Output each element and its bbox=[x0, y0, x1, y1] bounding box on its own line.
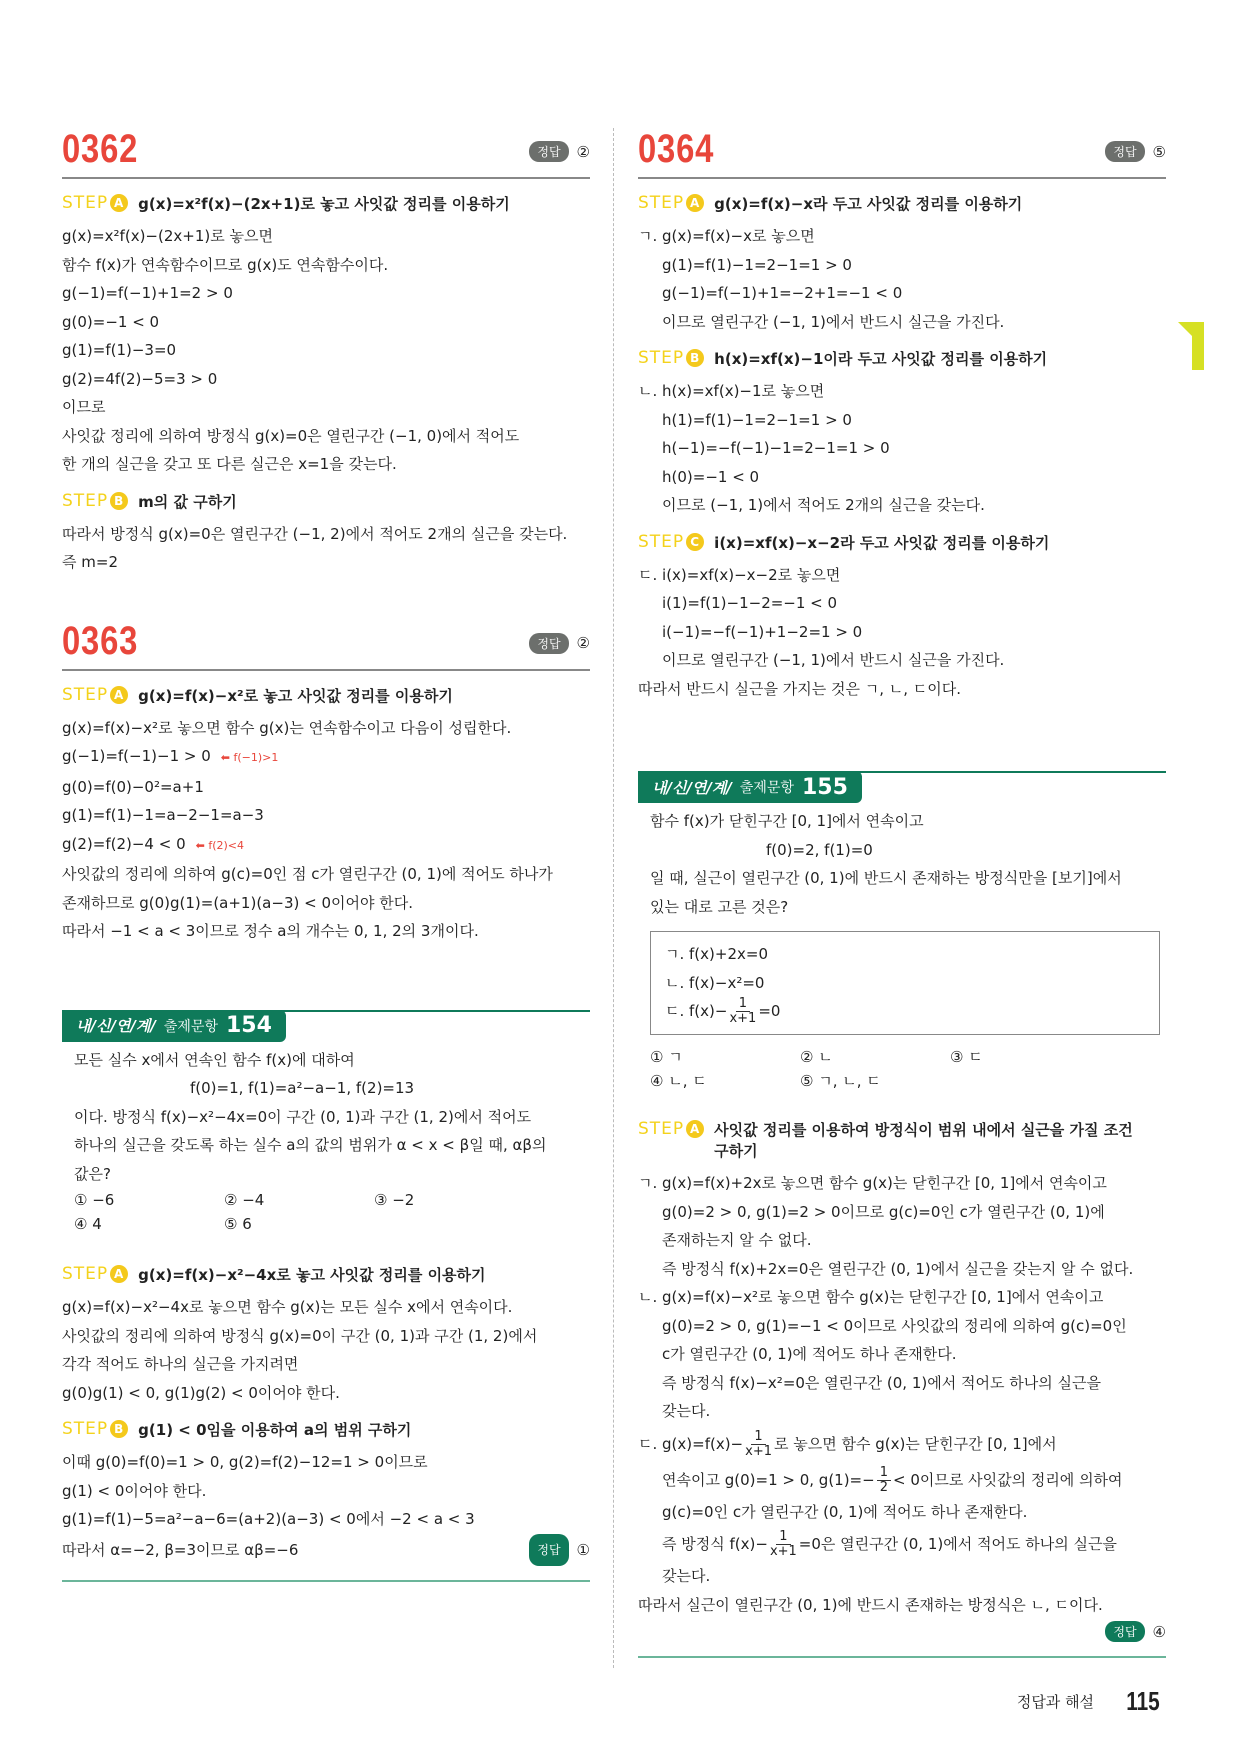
example-item: ㄴ. f(x)−x²=0 bbox=[665, 973, 765, 992]
step-letter-icon: B bbox=[110, 492, 128, 510]
step-b-heading bbox=[638, 348, 1166, 369]
solution-line: ㄷ. g(x)=f(x)− $\frac{1}{x+1}$ 로 놓으면 함수 g(x)는 닫힌구간 [0, 1]에서 bbox=[638, 1428, 1057, 1459]
solution-line: 따라서 −1 < a < 3이므로 정수 a의 개수는 0, 1, 2의 3개이다. bbox=[62, 922, 479, 940]
answer-badge: 정답 bbox=[529, 141, 568, 162]
step-label: STEP A bbox=[62, 685, 128, 705]
fraction: $\frac{1}{2}$ bbox=[877, 1466, 891, 1495]
solution-line: h(0)=−1 < 0 bbox=[662, 467, 760, 486]
step-a-heading bbox=[638, 1119, 1166, 1161]
solution-line: ㄴ. h(x)=xf(x)−1로 놓으면 bbox=[638, 382, 825, 400]
solution-line: 즉 방정식 f(x)+2x=0은 열린구간 (0, 1)에서 실근을 갖는지 알 수 없다. bbox=[662, 1259, 1134, 1278]
solution-line: 연속이고 g(0)=1 > 0, g(1)=− $\frac{1}{2}$ < 0이므로 사잇값의 정리에 의하여 bbox=[662, 1464, 1123, 1495]
step-letter-icon: B bbox=[110, 1420, 128, 1438]
exam-problem-number: 154 bbox=[225, 1013, 272, 1038]
answer-value: ① bbox=[576, 1540, 590, 1559]
solution-line: 이때 g(0)=f(0)=1 > 0, g(2)=f(2)−12=1 > 0이므로 bbox=[62, 1453, 428, 1471]
step-title: 사잇값 정리를 이용하여 방정식이 범위 내에서 실근을 가질 조건 구하기 bbox=[714, 1121, 1133, 1160]
step-letter-icon: A bbox=[110, 194, 128, 212]
problem-header bbox=[62, 125, 590, 179]
section-end-rule bbox=[638, 1656, 1166, 1658]
solution-line: 즉 방정식 f(x)−x²=0은 열린구간 (0, 1)에서 적어도 하나의 실근을 bbox=[662, 1373, 1101, 1392]
solution-line: 즉 m=2 bbox=[62, 553, 118, 571]
solution-line: 사잇값 정리에 의하여 방정식 g(x)=0은 열린구간 (−1, 0)에서 적어도 bbox=[62, 426, 520, 445]
answer-value: ④ bbox=[1152, 1622, 1166, 1641]
solution-line: ㄱ. g(x)=f(x)+2x로 놓으면 함수 g(x)는 닫힌구간 [0, 1]에서 연속이고 bbox=[638, 1174, 1107, 1192]
step-title: g(1) < 0임을 이용하여 a의 범위 구하기 bbox=[138, 1421, 412, 1439]
question-line: 모든 실수 x에서 연속인 함수 f(x)에 대하여 bbox=[74, 1050, 355, 1069]
solution-line: 존재하므로 g(0)g(1)=(a+1)(a−3) < 0이어야 한다. bbox=[62, 893, 413, 912]
example-item: ㄱ. f(x)+2x=0 bbox=[665, 945, 768, 963]
question-line: f(0)=1, f(1)=a²−a−1, f(2)=13 bbox=[190, 1079, 415, 1097]
choice: ⑤ ㄱ, ㄴ, ㄷ bbox=[800, 1072, 881, 1090]
step-label: STEP A bbox=[62, 1264, 128, 1284]
problem-number: 0362 bbox=[62, 127, 139, 171]
step-title: g(x)=f(x)−x²−4x로 놓고 사잇값 정리를 이용하기 bbox=[138, 1266, 486, 1284]
solution-line: 사잇값의 정리에 의하여 g(c)=0인 점 c가 열린구간 (0, 1)에 적어도 하나가 bbox=[62, 865, 553, 883]
step-b-heading bbox=[62, 1419, 590, 1440]
step-label: STEP B bbox=[62, 1419, 128, 1439]
step-label: STEP A bbox=[638, 1119, 704, 1139]
exam-problem-number: 155 bbox=[801, 774, 848, 800]
solution-line: ㄱ. g(x)=f(x)−x로 놓으면 bbox=[638, 227, 815, 245]
solution-line: g(2)=4f(2)−5=3 > 0 bbox=[62, 369, 218, 388]
solution-line: c가 열린구간 (0, 1)에 적어도 하나 존재한다. bbox=[662, 1345, 957, 1363]
right-column bbox=[638, 125, 1166, 1658]
answer-choices bbox=[62, 1188, 590, 1236]
solution-line: g(x)=x²f(x)−(2x+1)로 놓으면 bbox=[62, 227, 273, 245]
problem-number: 0364 bbox=[638, 127, 715, 171]
solution-line: g(0)=2 > 0, g(1)=−1 < 0이므로 사잇값의 정리에 의하여 g(c)=0인 bbox=[662, 1316, 1127, 1335]
step-letter-icon: A bbox=[686, 194, 704, 212]
conclusion-line: 따라서 실근이 열린구간 (0, 1)에 반드시 존재하는 방정식은 ㄴ, ㄷ이다. bbox=[638, 1595, 1103, 1614]
banner-tab: 내/신/연/계/ 출제문항 155 bbox=[638, 771, 862, 803]
step-label: STEP B bbox=[62, 491, 128, 511]
solution-line: g(−1)=f(−1)−1 > 0 ⬅ f(−1)>1 bbox=[62, 747, 279, 765]
solution-line: ㄷ. i(x)=xf(x)−x−2로 놓으면 bbox=[638, 565, 841, 584]
solution-line: g(x)=f(x)−x²−4x로 놓으면 함수 g(x)는 모든 실수 x에서 연속이다. bbox=[62, 1298, 513, 1316]
answer-badge: 정답 bbox=[529, 633, 568, 654]
step-b-heading bbox=[62, 491, 590, 512]
question-line: 하나의 실근을 갖도록 하는 실수 a의 값의 범위가 α < x < β일 때, αβ의 bbox=[74, 1136, 547, 1154]
solution-line: h(−1)=−f(−1)−1=2−1=1 > 0 bbox=[662, 439, 890, 457]
margin-note: ⬅ f(−1)>1 bbox=[220, 751, 279, 764]
answer-indicator bbox=[529, 1534, 590, 1567]
answer-indicator bbox=[529, 633, 590, 654]
exam-problem-155 bbox=[638, 771, 1166, 1658]
solution-line: ㄴ. g(x)=f(x)−x²로 놓으면 함수 g(x)는 닫힌구간 [0, 1]에서 연속이고 bbox=[638, 1288, 1104, 1306]
step-letter-icon: A bbox=[110, 1265, 128, 1283]
question-line: f(0)=2, f(1)=0 bbox=[766, 840, 873, 859]
choice: ② −4 bbox=[224, 1191, 265, 1209]
solution-line: g(−1)=f(−1)+1=−2+1=−1 < 0 bbox=[662, 284, 903, 302]
exam-problem-154 bbox=[62, 1010, 590, 1583]
step-letter-icon: C bbox=[686, 533, 704, 551]
answer-badge: 정답 bbox=[1105, 141, 1144, 162]
choice: ③ ㄷ bbox=[950, 1048, 983, 1066]
solution-line: 이므로 열린구간 (−1, 1)에서 반드시 실근을 가진다. bbox=[662, 312, 1005, 331]
step-a-heading bbox=[62, 685, 590, 706]
solution-line: 함수 f(x)가 연속함수이므로 g(x)도 연속함수이다. bbox=[62, 255, 389, 274]
problem-header bbox=[62, 617, 590, 671]
solution-line: 이므로 (−1, 1)에서 적어도 2개의 실근을 갖는다. bbox=[662, 496, 985, 514]
solution-line: i(1)=f(1)−1−2=−1 < 0 bbox=[662, 594, 838, 612]
step-letter-icon: B bbox=[686, 349, 704, 367]
question-line: 함수 f(x)가 닫힌구간 [0, 1]에서 연속이고 bbox=[650, 812, 924, 830]
solution-line: h(1)=f(1)−1=2−1=1 > 0 bbox=[662, 410, 852, 429]
solution-line: g(1)=f(1)−1=a−2−1=a−3 bbox=[62, 806, 264, 824]
step-label: STEP B bbox=[638, 348, 704, 368]
answer-indicator bbox=[1105, 141, 1166, 162]
left-column bbox=[62, 125, 590, 1582]
problem-0362 bbox=[62, 125, 590, 577]
margin-note: ⬅ f(2)<4 bbox=[195, 838, 245, 852]
solution-line: i(−1)=−f(−1)+1−2=1 > 0 bbox=[662, 622, 863, 641]
choice: ② ㄴ bbox=[800, 1048, 833, 1066]
solution-line: 따라서 반드시 실근을 가지는 것은 ㄱ, ㄴ, ㄷ이다. bbox=[638, 679, 961, 698]
solution-line: 각각 적어도 하나의 실근을 가지려면 bbox=[62, 1355, 299, 1373]
solution-line: g(0)=f(0)−0²=a+1 bbox=[62, 777, 204, 796]
solution-line: g(c)=0인 c가 열린구간 (0, 1)에 적어도 하나 존재한다. bbox=[662, 1502, 1028, 1521]
solution-line: g(2)=f(2)−4 < 0 ⬅ f(2)<4 bbox=[62, 834, 245, 853]
step-title: m의 값 구하기 bbox=[138, 492, 237, 511]
solution-line: g(1)=f(1)−5=a²−a−6=(a+2)(a−3) < 0에서 −2 < a < 3 bbox=[62, 1510, 475, 1528]
step-letter-icon: A bbox=[686, 1120, 704, 1138]
fraction: $\frac{1}{x+1}$ bbox=[745, 1428, 772, 1459]
problem-0364 bbox=[638, 125, 1166, 703]
step-c-heading bbox=[638, 532, 1166, 553]
exam-banner bbox=[638, 771, 1166, 803]
solution-line: g(1)=f(1)−1=2−1=1 > 0 bbox=[662, 255, 852, 274]
step-title: i(x)=xf(x)−x−2라 두고 사잇값 정리를 이용하기 bbox=[714, 533, 1050, 552]
choice: ④ ㄴ, ㄷ bbox=[650, 1072, 707, 1090]
solution-line: 갖는다. bbox=[662, 1402, 711, 1420]
step-label: STEP A bbox=[638, 193, 704, 213]
fraction: $\frac{1}{x+1}$ bbox=[729, 996, 757, 1026]
choice: ⑤ 6 bbox=[224, 1215, 252, 1233]
solution-line: g(0)g(1) < 0, g(1)g(2) < 0이어야 한다. bbox=[62, 1383, 340, 1402]
solution-line: 갖는다. bbox=[662, 1567, 711, 1585]
answer-value: ② bbox=[576, 142, 590, 161]
solution-line: 즉 방정식 f(x)− $\frac{1}{x+1}$ =0은 열린구간 (0, 1)에서 적어도 하나의 실근을 bbox=[662, 1529, 1117, 1559]
choice: ③ −2 bbox=[374, 1191, 415, 1209]
example-item: ㄷ. f(x)− $\frac{1}{x+1}$ =0 bbox=[665, 996, 781, 1026]
answer-value: ⑤ bbox=[1152, 142, 1166, 161]
question-line: 값은? bbox=[74, 1164, 111, 1183]
step-title: g(x)=f(x)−x라 두고 사잇값 정리를 이용하기 bbox=[714, 195, 1023, 213]
question-line: 일 때, 실근이 열린구간 (0, 1)에 반드시 존재하는 방정식만을 [보기]에서 bbox=[650, 869, 1122, 887]
fraction: $\frac{1}{x+1}$ bbox=[769, 1529, 797, 1559]
solution-line: 이므로 bbox=[62, 398, 106, 416]
choice: ① −6 bbox=[74, 1191, 115, 1209]
solution-line: 따라서 α=−2, β=3이므로 αβ=−6 정답 ① bbox=[62, 1534, 590, 1567]
step-a-heading bbox=[62, 193, 590, 214]
answer-badge: 정답 bbox=[1105, 1621, 1144, 1642]
banner-tab: 내/신/연/계/ 출제문항 154 bbox=[62, 1010, 286, 1042]
answer-indicator bbox=[1105, 1621, 1166, 1642]
section-end-rule bbox=[62, 1580, 590, 1582]
solution-line: 존재하는지 알 수 없다. bbox=[662, 1231, 812, 1249]
question-line: 이다. 방정식 f(x)−x²−4x=0이 구간 (0, 1)과 구간 (1, 2)에서 적어도 bbox=[74, 1107, 532, 1126]
page-number: 115 bbox=[1126, 1686, 1160, 1716]
problem-header bbox=[638, 125, 1166, 179]
solution-line: 이므로 열린구간 (−1, 1)에서 반드시 실근을 가진다. bbox=[662, 651, 1005, 669]
solution-line: g(0)=−1 < 0 bbox=[62, 312, 160, 331]
column-divider bbox=[613, 128, 614, 1668]
page-footer bbox=[1017, 1686, 1164, 1717]
solution-line: 따라서 방정식 g(x)=0은 열린구간 (−1, 2)에서 적어도 2개의 실근을 갖는다. bbox=[62, 524, 568, 543]
step-a-heading bbox=[638, 193, 1166, 214]
solution-line: 한 개의 실근을 갖고 또 다른 실근은 x=1을 갖는다. bbox=[62, 455, 397, 473]
answer-value: ② bbox=[576, 634, 590, 652]
solution-line: g(0)=2 > 0, g(1)=2 > 0이므로 g(c)=0인 c가 열린구간 (0, 1)에 bbox=[662, 1202, 1105, 1221]
solution-line: g(x)=f(x)−x²로 놓으면 함수 g(x)는 연속함수이고 다음이 성립한다. bbox=[62, 718, 512, 737]
question-line: 있는 대로 고른 것은? bbox=[650, 897, 789, 916]
solution-line: g(1) < 0이어야 한다. bbox=[62, 1481, 207, 1500]
footer-label: 정답과 해설 bbox=[1016, 1693, 1095, 1711]
step-title: g(x)=f(x)−x²로 놓고 사잇값 정리를 이용하기 bbox=[138, 686, 453, 705]
solution-line: g(1)=f(1)−3=0 bbox=[62, 341, 177, 359]
choice: ① ㄱ bbox=[650, 1048, 683, 1066]
chapter-side-tab bbox=[1192, 322, 1204, 370]
answer-badge: 정답 bbox=[529, 1534, 568, 1567]
step-title: g(x)=x²f(x)−(2x+1)로 놓고 사잇값 정리를 이용하기 bbox=[138, 195, 510, 213]
solution-line: 사잇값의 정리에 의하여 방정식 g(x)=0이 구간 (0, 1)과 구간 (1, 2)에서 bbox=[62, 1326, 538, 1345]
answer-choices bbox=[638, 1045, 1166, 1093]
choice: ④ 4 bbox=[74, 1215, 102, 1233]
step-a-heading bbox=[62, 1264, 590, 1285]
step-title: h(x)=xf(x)−1이라 두고 사잇값 정리를 이용하기 bbox=[714, 350, 1048, 368]
exam-banner bbox=[62, 1010, 590, 1042]
problem-number: 0363 bbox=[62, 618, 139, 663]
example-box bbox=[650, 931, 1160, 1035]
step-label: STEP C bbox=[638, 532, 704, 552]
solution-line: g(−1)=f(−1)+1=2 > 0 bbox=[62, 284, 233, 302]
problem-0363 bbox=[62, 617, 590, 946]
step-letter-icon: A bbox=[110, 686, 128, 704]
answer-indicator bbox=[529, 141, 590, 162]
step-label: STEP A bbox=[62, 193, 128, 213]
